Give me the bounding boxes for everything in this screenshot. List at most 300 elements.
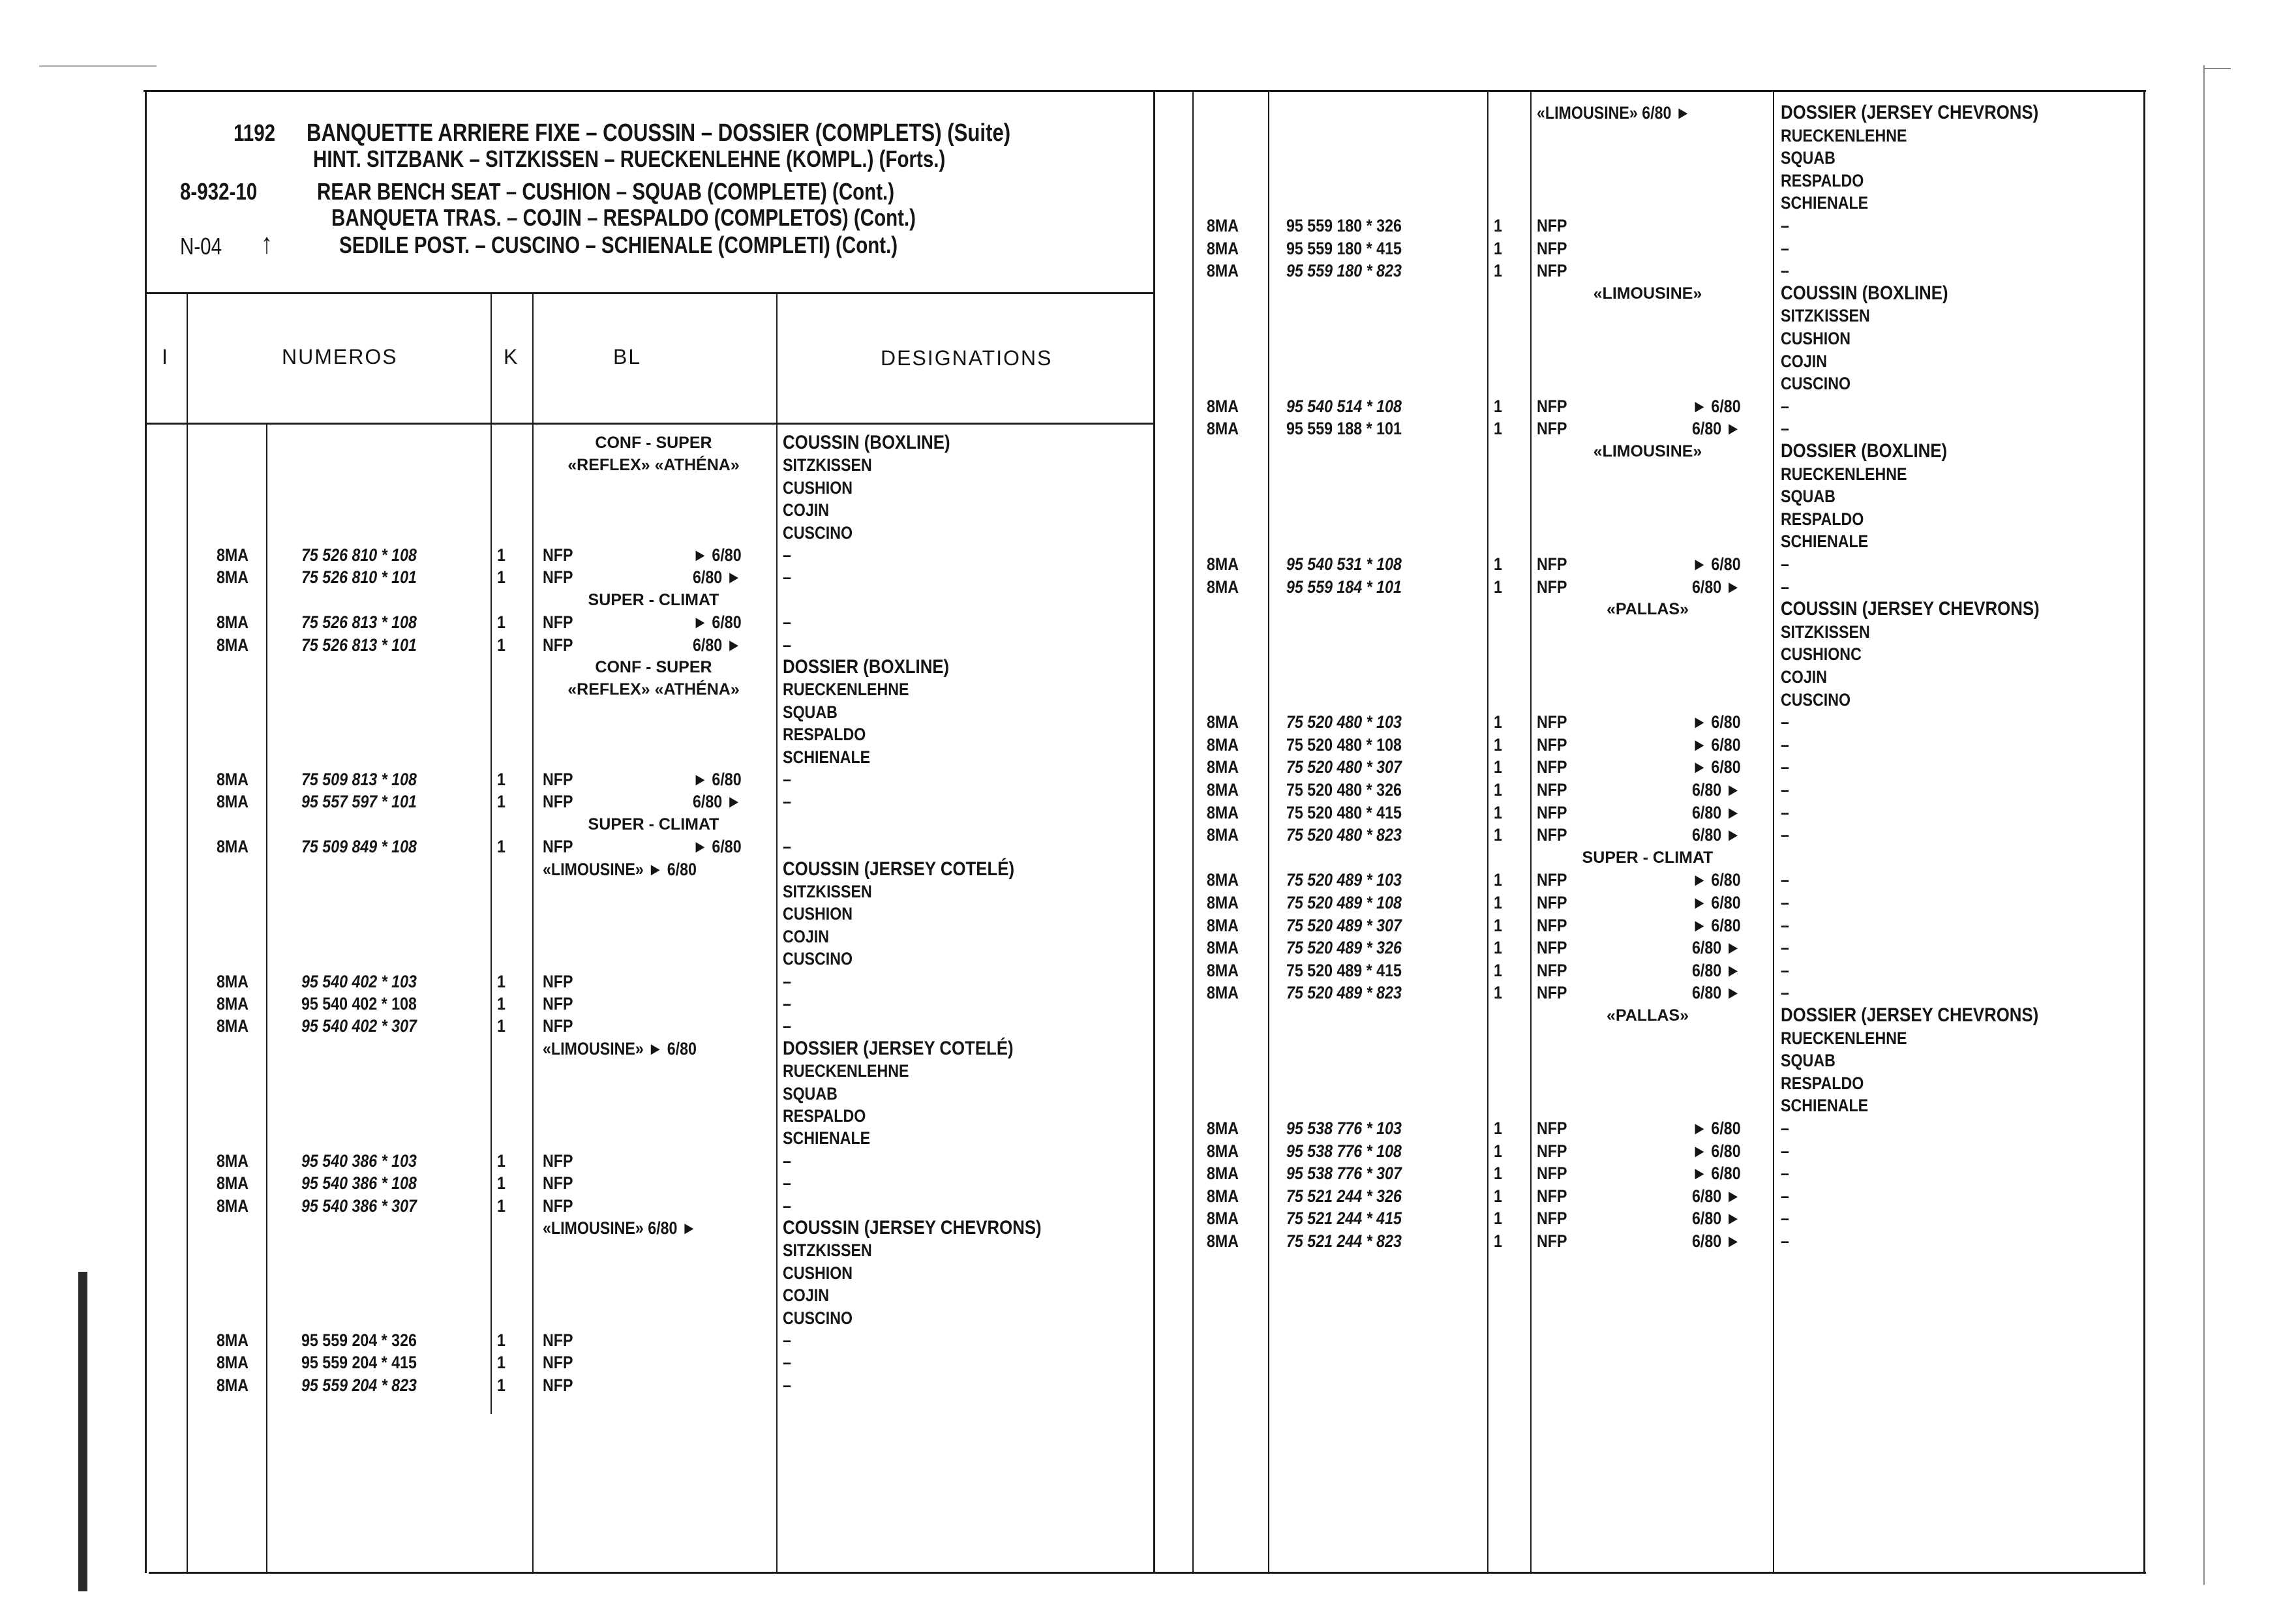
designation: SQUAB xyxy=(783,702,838,722)
bl-value: «LIMOUSINE» ► 6/80 xyxy=(543,859,697,879)
part-code: 8MA xyxy=(217,612,249,633)
bottom-rule xyxy=(149,1572,2146,1574)
r-col-k-left xyxy=(1487,90,1488,1573)
quantity: 1 xyxy=(1494,261,1502,281)
bl-value: NFP xyxy=(543,1195,573,1216)
designation: SCHIENALE xyxy=(783,1128,871,1149)
col-heading-bl: BL xyxy=(613,345,642,368)
part-number: 75 520 489 * 307 xyxy=(1286,915,1402,935)
part-code: 8MA xyxy=(217,971,249,991)
designation: CUSCINO xyxy=(783,1308,853,1328)
designation: – xyxy=(1781,1119,1789,1138)
col-heading-i: I xyxy=(162,345,169,368)
scan-corner-mark xyxy=(39,65,157,67)
quantity: 1 xyxy=(497,770,506,789)
designation: – xyxy=(1781,757,1789,777)
bl-value: NFP xyxy=(1537,1186,1567,1206)
title-en: REAR BENCH SEAT – CUSHION – SQUAB (COMPLETE) (Cont.) xyxy=(317,178,895,205)
col-num-inner xyxy=(266,424,267,1573)
designation: – xyxy=(1781,734,1789,755)
bl-value: «LIMOUSINE» ► 6/80 xyxy=(543,1038,697,1059)
quantity: 1 xyxy=(1494,577,1502,597)
part-code: 8MA xyxy=(1207,938,1239,958)
designation: – xyxy=(1781,1186,1789,1206)
bl-value: NFP xyxy=(1537,802,1567,822)
quantity: 1 xyxy=(1494,757,1502,777)
designation-heading: DOSSIER (JERSEY CHEVRONS) xyxy=(1781,1004,2039,1026)
designation: – xyxy=(783,1016,791,1036)
designation: – xyxy=(783,635,791,655)
designation-heading: DOSSIER (BOXLINE) xyxy=(783,656,950,678)
part-code: 8MA xyxy=(1207,419,1239,439)
part-code: 8MA xyxy=(1207,1209,1239,1229)
col-heading-numeros: NUMEROS xyxy=(282,345,398,368)
validity-date: ► 6/80 xyxy=(1692,734,1741,755)
bl-group-label: SUPER - CLIMAT xyxy=(1582,848,1714,867)
designation: – xyxy=(783,567,791,588)
bl-value: NFP xyxy=(1537,825,1567,845)
bl-group-label: «PALLAS» xyxy=(1607,600,1689,619)
part-number: 75 520 489 * 823 xyxy=(1286,983,1402,1003)
bl-value: NFP xyxy=(543,567,573,588)
bl-value: NFP xyxy=(543,612,573,633)
designation: – xyxy=(1781,419,1789,439)
part-code: 8MA xyxy=(217,837,249,857)
r-col-num-left xyxy=(1268,90,1269,1573)
part-code: 8MA xyxy=(217,1016,249,1036)
scan-edge-bar xyxy=(78,1272,87,1591)
quantity: 1 xyxy=(1494,1231,1502,1251)
part-number: 75 520 480 * 103 xyxy=(1286,712,1402,732)
designation: COJIN xyxy=(783,500,829,520)
frame-right xyxy=(2143,90,2145,1573)
designation: COJIN xyxy=(783,1285,829,1306)
part-code: 8MA xyxy=(1207,577,1239,597)
designation: SCHIENALE xyxy=(1781,193,1869,213)
part-code: 8MA xyxy=(1207,396,1239,416)
part-number: 95 540 514 * 108 xyxy=(1286,396,1402,416)
title-fr: BANQUETTE ARRIERE FIXE – COUSSIN – DOSSIER (COMPLETS) (Suite) xyxy=(307,119,1011,147)
bl-value: NFP xyxy=(1537,577,1567,597)
designation: – xyxy=(1781,915,1789,935)
designation: RUECKENLEHNE xyxy=(783,1061,909,1081)
bl-value: NFP xyxy=(543,1150,573,1171)
designation: RESPALDO xyxy=(1781,1073,1864,1093)
part-code: 8MA xyxy=(1207,915,1239,935)
page-ref: N-04 xyxy=(180,233,222,260)
part-number: 95 559 188 * 101 xyxy=(1286,419,1402,439)
colhead-bottom xyxy=(145,423,1155,425)
bl-value: NFP xyxy=(543,635,573,655)
designation: – xyxy=(1781,960,1789,980)
designation: SCHIENALE xyxy=(1781,1096,1869,1116)
validity-date: ► 6/80 xyxy=(1692,757,1741,777)
designation: – xyxy=(783,1375,791,1395)
bl-value: NFP xyxy=(1537,757,1567,777)
bl-group-label: «LIMOUSINE» xyxy=(1593,442,1702,460)
quantity: 1 xyxy=(497,1173,506,1194)
bl-value: NFP xyxy=(1537,870,1567,890)
designation-heading: COUSSIN (BOXLINE) xyxy=(783,432,950,453)
designation: – xyxy=(1781,893,1789,912)
designation: – xyxy=(1781,577,1789,597)
quantity: 1 xyxy=(1494,893,1502,912)
quantity: 1 xyxy=(1494,419,1502,439)
part-number: 75 521 244 * 326 xyxy=(1286,1186,1402,1206)
part-number: 95 559 204 * 326 xyxy=(301,1330,417,1350)
part-code: 8MA xyxy=(1207,802,1239,822)
bl-value: NFP xyxy=(1537,983,1567,1003)
part-number: 75 520 489 * 326 xyxy=(1286,938,1402,958)
validity-date: 6/80 ► xyxy=(693,792,742,812)
designation: – xyxy=(1781,261,1789,281)
bl-value: NFP xyxy=(1537,1119,1567,1138)
bl-value: NFP xyxy=(1537,1164,1567,1184)
part-number: 95 540 402 * 103 xyxy=(301,971,417,991)
designation: – xyxy=(783,837,791,857)
quantity: 1 xyxy=(1494,734,1502,755)
designation: – xyxy=(1781,216,1789,235)
validity-date: ► 6/80 xyxy=(693,770,742,789)
designation: SITZKISSEN xyxy=(783,882,872,901)
designation: – xyxy=(783,1330,791,1350)
part-number: 95 540 386 * 108 xyxy=(301,1173,417,1194)
part-code: 8MA xyxy=(1207,780,1239,800)
validity-date: 6/80 ► xyxy=(1692,802,1741,822)
quantity: 1 xyxy=(1494,1186,1502,1206)
part-number: 95 540 531 * 108 xyxy=(1286,554,1402,574)
designation: CUSCINO xyxy=(1781,374,1851,394)
section-number: 1192 xyxy=(234,119,276,146)
bl-value: NFP xyxy=(543,994,573,1014)
designation: CUSCINO xyxy=(783,522,853,543)
validity-date: 6/80 ► xyxy=(1692,938,1741,958)
part-number: 75 520 489 * 108 xyxy=(1286,893,1402,912)
bl-value: NFP xyxy=(1537,734,1567,755)
designation: – xyxy=(1781,712,1789,732)
designation: RUECKENLEHNE xyxy=(1781,1028,1907,1048)
designation: – xyxy=(783,1150,791,1171)
part-code: 8MA xyxy=(1207,757,1239,777)
part-code: 8MA xyxy=(1207,554,1239,574)
validity-date: 6/80 ► xyxy=(1692,1186,1741,1206)
designation: – xyxy=(1781,983,1789,1003)
validity-date: ► 6/80 xyxy=(1692,554,1741,574)
designation: SQUAB xyxy=(783,1083,838,1104)
designation: – xyxy=(783,971,791,991)
validity-date: 6/80 ► xyxy=(1692,825,1741,845)
bl-value: NFP xyxy=(543,1173,573,1194)
part-code: 8MA xyxy=(217,1195,249,1216)
designation-heading: COUSSIN (BOXLINE) xyxy=(1781,282,1948,304)
left-panel-right xyxy=(1153,90,1155,1573)
quantity: 1 xyxy=(497,1016,506,1036)
designation-heading: COUSSIN (JERSEY CHEVRONS) xyxy=(783,1217,1042,1239)
designation: – xyxy=(1781,870,1789,890)
quantity: 1 xyxy=(1494,915,1502,935)
bl-value: NFP xyxy=(543,1375,573,1395)
part-number: 75 520 480 * 415 xyxy=(1286,802,1402,822)
bl-group-label: «PALLAS» xyxy=(1607,1006,1689,1025)
part-number: 95 559 204 * 823 xyxy=(301,1375,417,1395)
part-number: 75 509 849 * 108 xyxy=(301,837,417,857)
quantity: 1 xyxy=(497,545,506,565)
designation-heading: DOSSIER (JERSEY COTELÉ) xyxy=(783,1037,1014,1059)
bl-value: NFP xyxy=(1537,419,1567,439)
bl-group-label: SUPER - CLIMAT xyxy=(588,590,719,609)
part-code: 8MA xyxy=(1207,960,1239,980)
designation: RUECKENLEHNE xyxy=(1781,464,1907,484)
designation: – xyxy=(1781,1141,1789,1161)
part-number: 75 520 480 * 307 xyxy=(1286,757,1402,777)
bl-value: NFP xyxy=(1537,261,1567,281)
validity-date: ► 6/80 xyxy=(1692,396,1741,416)
part-number: 95 538 776 * 307 xyxy=(1286,1164,1402,1184)
designation-heading: COUSSIN (JERSEY CHEVRONS) xyxy=(1781,598,2040,620)
validity-date: 6/80 ► xyxy=(693,635,742,655)
quantity: 1 xyxy=(1494,396,1502,416)
bl-value: NFP xyxy=(1537,238,1567,258)
title-de: HINT. SITZBANK – SITZKISSEN – RUECKENLEHNE (KOMPL.) (Forts.) xyxy=(313,145,946,172)
designation-heading: DOSSIER (JERSEY CHEVRONS) xyxy=(1781,102,2039,123)
part-number: 75 521 244 * 415 xyxy=(1286,1209,1402,1229)
col-k-left xyxy=(491,292,492,1414)
bl-group-label: CONF - SUPER xyxy=(595,434,712,452)
bl-value: NFP xyxy=(1537,938,1567,958)
part-code: 8MA xyxy=(217,1173,249,1194)
bl-group-label: CONF - SUPER xyxy=(595,658,712,676)
validity-date: ► 6/80 xyxy=(693,545,742,565)
r-col-bl-right xyxy=(1773,90,1774,1573)
title-es: BANQUETA TRAS. – COJIN – RESPALDO (COMPLETOS) (Cont.) xyxy=(331,204,916,231)
designation: SQUAB xyxy=(1781,487,1835,507)
designation: – xyxy=(1781,554,1789,574)
bl-value: NFP xyxy=(1537,554,1567,574)
quantity: 1 xyxy=(1494,802,1502,822)
part-number: 95 557 597 * 101 xyxy=(301,792,417,812)
bl-value: NFP xyxy=(543,1353,573,1373)
designation: CUSHION xyxy=(783,1263,853,1283)
validity-date: ► 6/80 xyxy=(1692,712,1741,732)
margin-right-top xyxy=(2205,68,2231,69)
bl-value: NFP xyxy=(1537,893,1567,912)
validity-date: 6/80 ► xyxy=(1692,577,1741,597)
designation: – xyxy=(1781,1209,1789,1229)
designation: – xyxy=(783,1173,791,1194)
bl-value: NFP xyxy=(1537,396,1567,416)
quantity: 1 xyxy=(1494,216,1502,235)
validity-date: 6/80 ► xyxy=(1692,780,1741,800)
designation: CUSCINO xyxy=(783,949,853,969)
quantity: 1 xyxy=(1494,983,1502,1003)
designation: – xyxy=(1781,825,1789,845)
r-col-k-right xyxy=(1530,90,1532,1573)
designation: COJIN xyxy=(1781,667,1827,687)
designation: – xyxy=(783,770,791,789)
part-code: 8MA xyxy=(1207,1186,1239,1206)
designation: SITZKISSEN xyxy=(1781,306,1870,326)
part-number: 95 559 204 * 415 xyxy=(301,1353,417,1373)
title-it: SEDILE POST. – CUSCINO – SCHIENALE (COMPLETI) (Cont.) xyxy=(339,232,898,258)
part-code: 8MA xyxy=(217,635,249,655)
designation: – xyxy=(1781,396,1789,416)
part-number: 95 540 402 * 307 xyxy=(301,1016,417,1036)
part-code: 8MA xyxy=(217,1353,249,1373)
quantity: 1 xyxy=(497,1353,506,1373)
part-code: 8MA xyxy=(1207,983,1239,1003)
designation: CUSCINO xyxy=(1781,689,1851,710)
header-bottom xyxy=(145,292,1155,294)
part-code: 8MA xyxy=(1207,1164,1239,1184)
part-number: 75 521 244 * 823 xyxy=(1286,1231,1402,1251)
arrow-up-icon: ↑ xyxy=(261,228,273,260)
bl-value: NFP xyxy=(1537,1209,1567,1229)
validity-date: ► 6/80 xyxy=(1692,1164,1741,1184)
bl-value: NFP xyxy=(543,837,573,857)
bl-value: NFP xyxy=(1537,216,1567,235)
bl-group-label: SUPER - CLIMAT xyxy=(588,815,719,834)
bl-value: NFP xyxy=(1537,1141,1567,1161)
margin-right xyxy=(2203,65,2205,1585)
part-number: 95 559 180 * 326 xyxy=(1286,216,1402,235)
quantity: 1 xyxy=(1494,238,1502,258)
part-code: 8MA xyxy=(217,994,249,1014)
designation: SITZKISSEN xyxy=(783,455,872,475)
part-code: 8MA xyxy=(1207,825,1239,845)
designation-heading: COUSSIN (JERSEY COTELÉ) xyxy=(783,858,1015,880)
frame-left xyxy=(145,90,147,1573)
designation: – xyxy=(1781,238,1789,258)
bl-group-label: «LIMOUSINE» xyxy=(1593,284,1702,303)
quantity: 1 xyxy=(1494,960,1502,980)
part-code: 8MA xyxy=(1207,893,1239,912)
designation-heading: DOSSIER (BOXLINE) xyxy=(1781,440,1948,462)
part-number: 75 520 480 * 823 xyxy=(1286,825,1402,845)
col-k-right xyxy=(532,292,534,1573)
quantity: 1 xyxy=(1494,870,1502,890)
designation: – xyxy=(783,1353,791,1373)
part-number: 75 520 489 * 103 xyxy=(1286,870,1402,890)
bl-value: NFP xyxy=(1537,915,1567,935)
quantity: 1 xyxy=(497,567,506,588)
validity-date: 6/80 ► xyxy=(693,567,742,588)
designation: – xyxy=(783,792,791,812)
quantity: 1 xyxy=(1494,1164,1502,1184)
part-number: 75 526 813 * 101 xyxy=(301,635,417,655)
part-code: 8MA xyxy=(217,1150,249,1171)
validity-date: ► 6/80 xyxy=(693,612,742,633)
part-code: 8MA xyxy=(217,545,249,565)
bl-value: NFP xyxy=(543,1016,573,1036)
quantity: 1 xyxy=(1494,825,1502,845)
part-code: 8MA xyxy=(217,770,249,789)
part-number: 75 520 480 * 108 xyxy=(1286,734,1402,755)
quantity: 1 xyxy=(1494,780,1502,800)
designation: SCHIENALE xyxy=(1781,532,1869,552)
part-number: 95 559 180 * 823 xyxy=(1286,261,1402,281)
validity-date: 6/80 ► xyxy=(1692,419,1741,439)
designation: SITZKISSEN xyxy=(1781,622,1870,642)
designation: – xyxy=(783,545,791,565)
part-code: 8MA xyxy=(1207,870,1239,890)
quantity: 1 xyxy=(497,971,506,991)
part-number: 75 526 813 * 108 xyxy=(301,612,417,633)
bl-value: «LIMOUSINE» 6/80 ► xyxy=(1537,103,1691,123)
part-code: 8MA xyxy=(1207,261,1239,281)
designation: RUECKENLEHNE xyxy=(1781,125,1907,145)
validity-date: 6/80 ► xyxy=(1692,1231,1741,1251)
quantity: 1 xyxy=(497,635,506,655)
part-number: 75 520 480 * 326 xyxy=(1286,780,1402,800)
designation: – xyxy=(1781,1231,1789,1251)
top-rule xyxy=(144,90,2146,92)
bl-value: NFP xyxy=(543,545,573,565)
quantity: 1 xyxy=(1494,554,1502,574)
designation: SCHIENALE xyxy=(783,747,871,767)
col-bl-right xyxy=(776,292,778,1573)
part-number: 95 559 180 * 415 xyxy=(1286,238,1402,258)
designation: SQUAB xyxy=(1781,148,1835,168)
designation: COJIN xyxy=(1781,351,1827,371)
validity-date: ► 6/80 xyxy=(693,837,742,857)
part-code: 8MA xyxy=(1207,712,1239,732)
quantity: 1 xyxy=(1494,938,1502,958)
designation: RUECKENLEHNE xyxy=(783,680,909,700)
col-heading-designations: DESIGNATIONS xyxy=(881,346,1053,370)
designation: CUSHION xyxy=(783,477,853,498)
quantity: 1 xyxy=(497,994,506,1014)
designation: – xyxy=(1781,802,1789,822)
designation: – xyxy=(783,612,791,633)
part-code: 8MA xyxy=(1207,216,1239,235)
validity-date: 6/80 ► xyxy=(1692,1209,1741,1229)
designation: CUSHIONC xyxy=(1781,644,1862,665)
quantity: 1 xyxy=(1494,1141,1502,1161)
part-code: 8MA xyxy=(1207,734,1239,755)
designation: – xyxy=(1781,1164,1789,1184)
designation: – xyxy=(1781,780,1789,800)
quantity: 1 xyxy=(1494,712,1502,732)
quantity: 1 xyxy=(497,612,506,633)
designation: – xyxy=(783,994,791,1014)
designation: CUSHION xyxy=(783,904,853,924)
bl-value: NFP xyxy=(1537,960,1567,980)
quantity: 1 xyxy=(497,1375,506,1395)
part-number: 75 509 813 * 108 xyxy=(301,770,417,789)
validity-date: ► 6/80 xyxy=(1692,1119,1741,1138)
part-code: 8MA xyxy=(1207,1119,1239,1138)
bl-group-label: «REFLEX» «ATHÉNA» xyxy=(567,456,740,475)
part-code: 8MA xyxy=(217,1375,249,1395)
part-code: 8MA xyxy=(1207,238,1239,258)
validity-date: 6/80 ► xyxy=(1692,983,1741,1003)
part-number: 75 520 489 * 415 xyxy=(1286,960,1402,980)
quantity: 1 xyxy=(497,1195,506,1216)
part-code: 8MA xyxy=(217,792,249,812)
quantity: 1 xyxy=(497,1150,506,1171)
designation: RESPALDO xyxy=(783,1106,866,1126)
bl-value: NFP xyxy=(1537,1231,1567,1251)
quantity: 1 xyxy=(497,792,506,812)
bl-value: «LIMOUSINE» 6/80 ► xyxy=(543,1218,697,1238)
part-number: 75 526 810 * 101 xyxy=(301,567,417,588)
part-code: 8MA xyxy=(1207,1231,1239,1251)
bl-value: NFP xyxy=(543,1330,573,1350)
section-ref: 8-932-10 xyxy=(180,178,258,205)
designation: CUSHION xyxy=(1781,329,1851,348)
validity-date: ► 6/80 xyxy=(1692,915,1741,935)
validity-date: 6/80 ► xyxy=(1692,960,1741,980)
